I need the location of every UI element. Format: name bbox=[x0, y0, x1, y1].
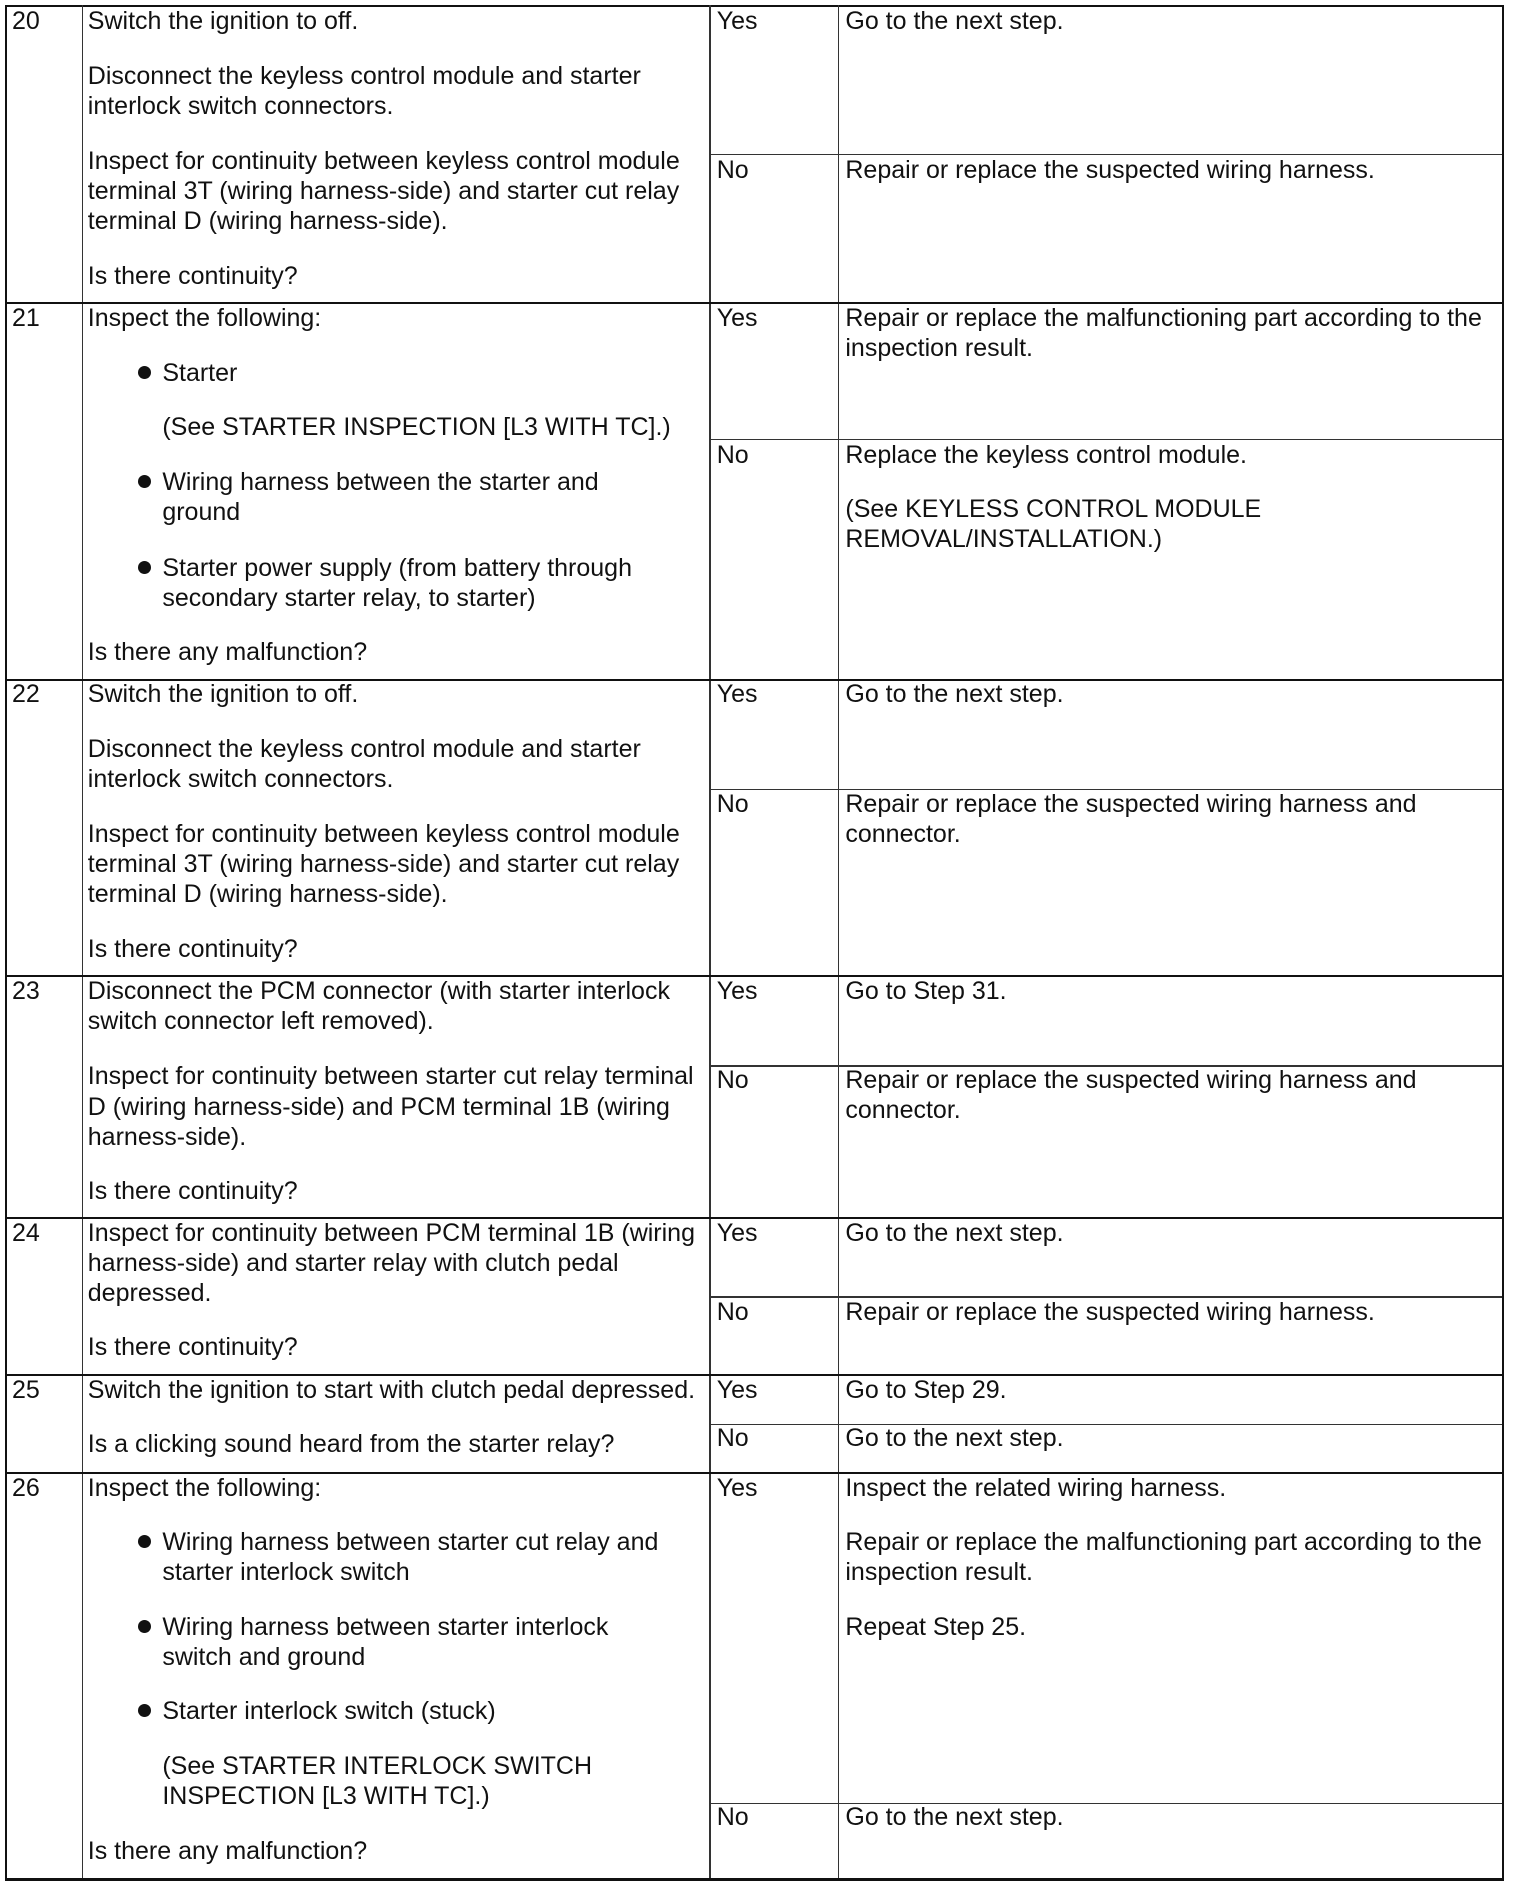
no-result: Repair or replace the suspected wiring harness and bbox=[845, 789, 1417, 818]
action-line: Inspect for continuity between starter cut relay terminal bbox=[87, 1062, 694, 1091]
step-number: 23 bbox=[12, 977, 40, 1006]
bullet-icon bbox=[138, 561, 151, 574]
action-line: Inspect the following: bbox=[87, 303, 322, 332]
no-result: REMOVAL/INSTALLATION.) bbox=[845, 524, 1163, 553]
bullet-icon bbox=[138, 1704, 151, 1717]
action-line: Switch the ignition to off. bbox=[87, 680, 359, 709]
no-label: No bbox=[716, 789, 749, 818]
action-line: Inspect the following: bbox=[87, 1473, 322, 1502]
yes-result: Inspect the related wiring harness. bbox=[845, 1473, 1227, 1502]
bullet-item: Wiring harness between starter interlock bbox=[162, 1613, 609, 1642]
column-divider bbox=[709, 5, 710, 1879]
no-label: No bbox=[716, 1066, 749, 1095]
table-border-right bbox=[1502, 5, 1504, 1881]
action-line: switch connector left removed). bbox=[87, 1007, 434, 1036]
action-line: Is there continuity? bbox=[87, 1333, 298, 1362]
no-result: Repair or replace the suspected wiring harness and bbox=[845, 1066, 1417, 1095]
action-line: Inspect for continuity between keyless control module bbox=[87, 819, 680, 848]
bullet-continuation: (See STARTER INTERLOCK SWITCH bbox=[162, 1751, 593, 1780]
no-result: connector. bbox=[845, 1096, 961, 1125]
action-line: terminal 3T (wiring harness-side) and starter cut relay bbox=[87, 849, 680, 878]
no-result: Replace the keyless control module. bbox=[845, 440, 1247, 469]
yes-no-divider bbox=[709, 1424, 1501, 1425]
no-result: Repair or replace the suspected wiring harness. bbox=[845, 1298, 1375, 1327]
no-label: No bbox=[716, 1803, 749, 1832]
action-line: interlock switch connectors. bbox=[87, 92, 394, 121]
yes-result: Repeat Step 25. bbox=[845, 1613, 1027, 1642]
yes-label: Yes bbox=[716, 1473, 758, 1502]
yes-result: Repair or replace the malfunctioning part according to the bbox=[845, 303, 1482, 332]
bullet-item: Wiring harness between the starter and bbox=[162, 468, 599, 497]
step-number: 21 bbox=[12, 303, 40, 332]
action-line: Disconnect the keyless control module and starter bbox=[87, 61, 641, 90]
action-line: Inspect for continuity between keyless control module bbox=[87, 147, 680, 176]
bullet-item: Starter interlock switch (stuck) bbox=[162, 1697, 496, 1726]
yes-result: Go to the next step. bbox=[845, 1218, 1064, 1247]
yes-result: Go to Step 31. bbox=[845, 977, 1007, 1006]
action-line: Disconnect the PCM connector (with starter interlock bbox=[87, 977, 670, 1006]
step-number: 22 bbox=[12, 680, 40, 709]
bullet-continuation: secondary starter relay, to starter) bbox=[162, 583, 536, 612]
action-line: Inspect for continuity between PCM terminal 1B (wiring bbox=[87, 1218, 695, 1247]
column-divider bbox=[82, 5, 83, 1879]
yes-result: inspection result. bbox=[845, 1557, 1033, 1586]
step-number: 20 bbox=[12, 6, 40, 35]
no-label: No bbox=[716, 155, 749, 184]
yes-result: Go to the next step. bbox=[845, 680, 1064, 709]
action-line: Is there any malfunction? bbox=[87, 637, 368, 666]
yes-result: inspection result. bbox=[845, 333, 1033, 362]
action-line: D (wiring harness-side) and PCM terminal 1B (wiring bbox=[87, 1092, 670, 1121]
action-line: interlock switch connectors. bbox=[87, 765, 394, 794]
bullet-item: Wiring harness between starter cut relay and bbox=[162, 1527, 659, 1556]
bullet-icon bbox=[138, 475, 151, 488]
step-number: 24 bbox=[12, 1218, 40, 1247]
action-line: terminal 3T (wiring harness-side) and starter cut relay bbox=[87, 177, 680, 206]
step-number: 26 bbox=[12, 1473, 40, 1502]
bullet-item: Starter bbox=[162, 359, 238, 387]
no-label: No bbox=[716, 1424, 749, 1453]
bullet-continuation: (See STARTER INSPECTION [L3 WITH TC].) bbox=[162, 413, 671, 442]
no-label: No bbox=[716, 1298, 749, 1327]
action-line: Is a clicking sound heard from the starter relay? bbox=[87, 1430, 615, 1459]
yes-label: Yes bbox=[716, 1376, 758, 1405]
no-result: Go to the next step. bbox=[845, 1424, 1064, 1453]
action-line: Switch the ignition to off. bbox=[87, 6, 359, 35]
bullet-continuation: switch and ground bbox=[162, 1643, 366, 1672]
bullet-icon bbox=[138, 1535, 151, 1548]
no-result: Go to the next step. bbox=[845, 1803, 1064, 1832]
bullet-continuation: starter interlock switch bbox=[162, 1557, 410, 1586]
yes-label: Yes bbox=[716, 977, 758, 1006]
no-label: No bbox=[716, 440, 749, 469]
bullet-continuation: ground bbox=[162, 498, 241, 527]
bullet-item: Starter power supply (from battery through bbox=[162, 553, 632, 582]
yes-result: Go to the next step. bbox=[845, 6, 1064, 35]
table-border-left bbox=[5, 5, 7, 1881]
bullet-icon bbox=[138, 1620, 151, 1633]
step-number: 25 bbox=[12, 1376, 40, 1405]
no-result: Repair or replace the suspected wiring harness. bbox=[845, 155, 1375, 184]
yes-label: Yes bbox=[716, 1218, 758, 1247]
action-line: Switch the ignition to start with clutch pedal depressed. bbox=[87, 1376, 696, 1405]
yes-result: Repair or replace the malfunctioning part according to the bbox=[845, 1527, 1482, 1556]
action-line: depressed. bbox=[87, 1278, 212, 1307]
no-result: connector. bbox=[845, 819, 961, 848]
yes-label: Yes bbox=[716, 303, 758, 332]
yes-no-divider bbox=[709, 1803, 1501, 1804]
bullet-continuation: INSPECTION [L3 WITH TC].) bbox=[162, 1781, 490, 1810]
table-border-bottom bbox=[5, 1878, 1505, 1880]
yes-label: Yes bbox=[716, 680, 758, 709]
action-line: Disconnect the keyless control module and starter bbox=[87, 735, 641, 764]
action-line: Is there continuity? bbox=[87, 1176, 298, 1205]
action-line: Is there continuity? bbox=[87, 935, 298, 963]
action-line: harness-side) and starter relay with clutch pedal bbox=[87, 1248, 619, 1277]
yes-result: Go to Step 29. bbox=[845, 1376, 1007, 1405]
bullet-icon bbox=[138, 366, 151, 379]
action-line: terminal D (wiring harness-side). bbox=[87, 207, 448, 236]
action-line: Is there continuity? bbox=[87, 261, 298, 290]
yes-label: Yes bbox=[716, 6, 758, 35]
action-line: Is there any malfunction? bbox=[87, 1836, 368, 1865]
no-result: (See KEYLESS CONTROL MODULE bbox=[845, 494, 1262, 523]
action-line: terminal D (wiring harness-side). bbox=[87, 879, 448, 908]
action-line: harness-side). bbox=[87, 1122, 247, 1151]
column-divider bbox=[838, 5, 839, 1879]
